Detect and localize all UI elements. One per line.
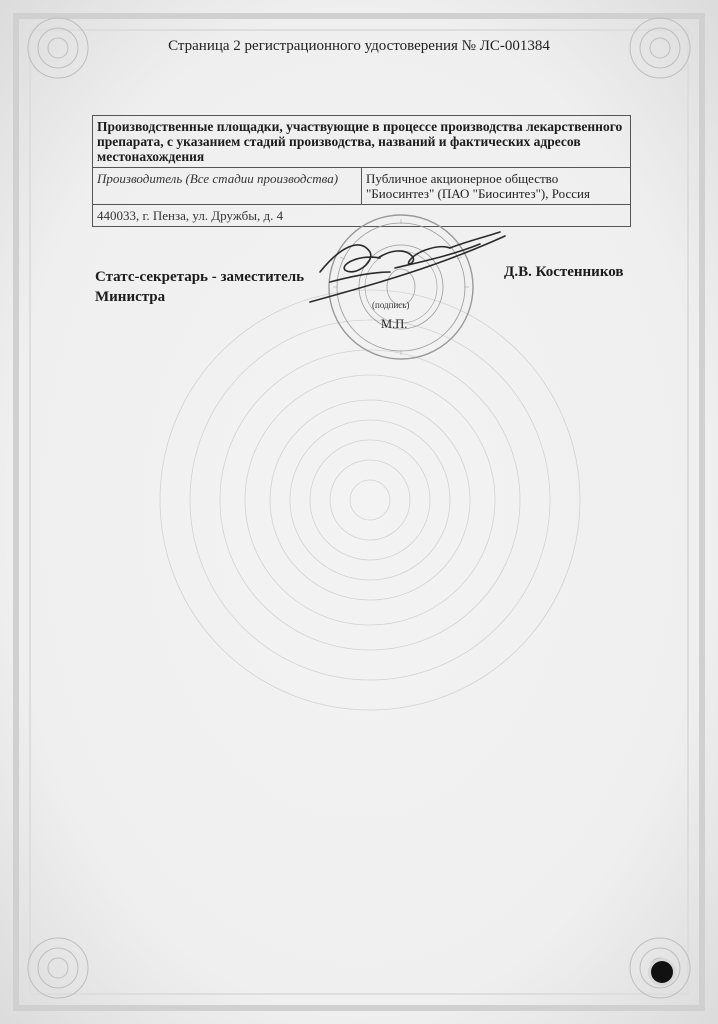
signer-position: [95, 267, 304, 307]
organization-line-2: "Биосинтез" (ПАО "Биосинтез"), Россия: [366, 186, 590, 201]
table-row: [93, 168, 631, 205]
signer-position-line-1: Статс-секретарь - заместитель: [95, 269, 305, 285]
handwritten-signature: [300, 222, 530, 314]
punch-hole: [651, 961, 673, 983]
signer-position-line-2: Министра: [95, 289, 166, 305]
table-row: [93, 116, 631, 168]
table-title: Производственные площадки, участвующие в процессе производства лекарственного препарата, с указанием стадий производства, названий и фактических адресов местонахождения: [93, 116, 631, 168]
signature-caption: (подпись): [372, 300, 410, 310]
manufacturer-role: Производитель (Все стадии производства): [93, 168, 362, 205]
stamp-caption: М.П.: [381, 317, 408, 331]
production-sites-table: [92, 115, 631, 227]
organization-line-1: Публичное акционерное общество: [366, 171, 559, 186]
site-address: 440033, г. Пенза, ул. Дружбы, д. 4: [93, 205, 631, 227]
organization-name: [362, 168, 631, 205]
signer-name: Д.В. Костенников: [504, 264, 624, 280]
page-header: Страница 2 регистрационного удостоверения № ЛС-001384: [168, 38, 550, 54]
